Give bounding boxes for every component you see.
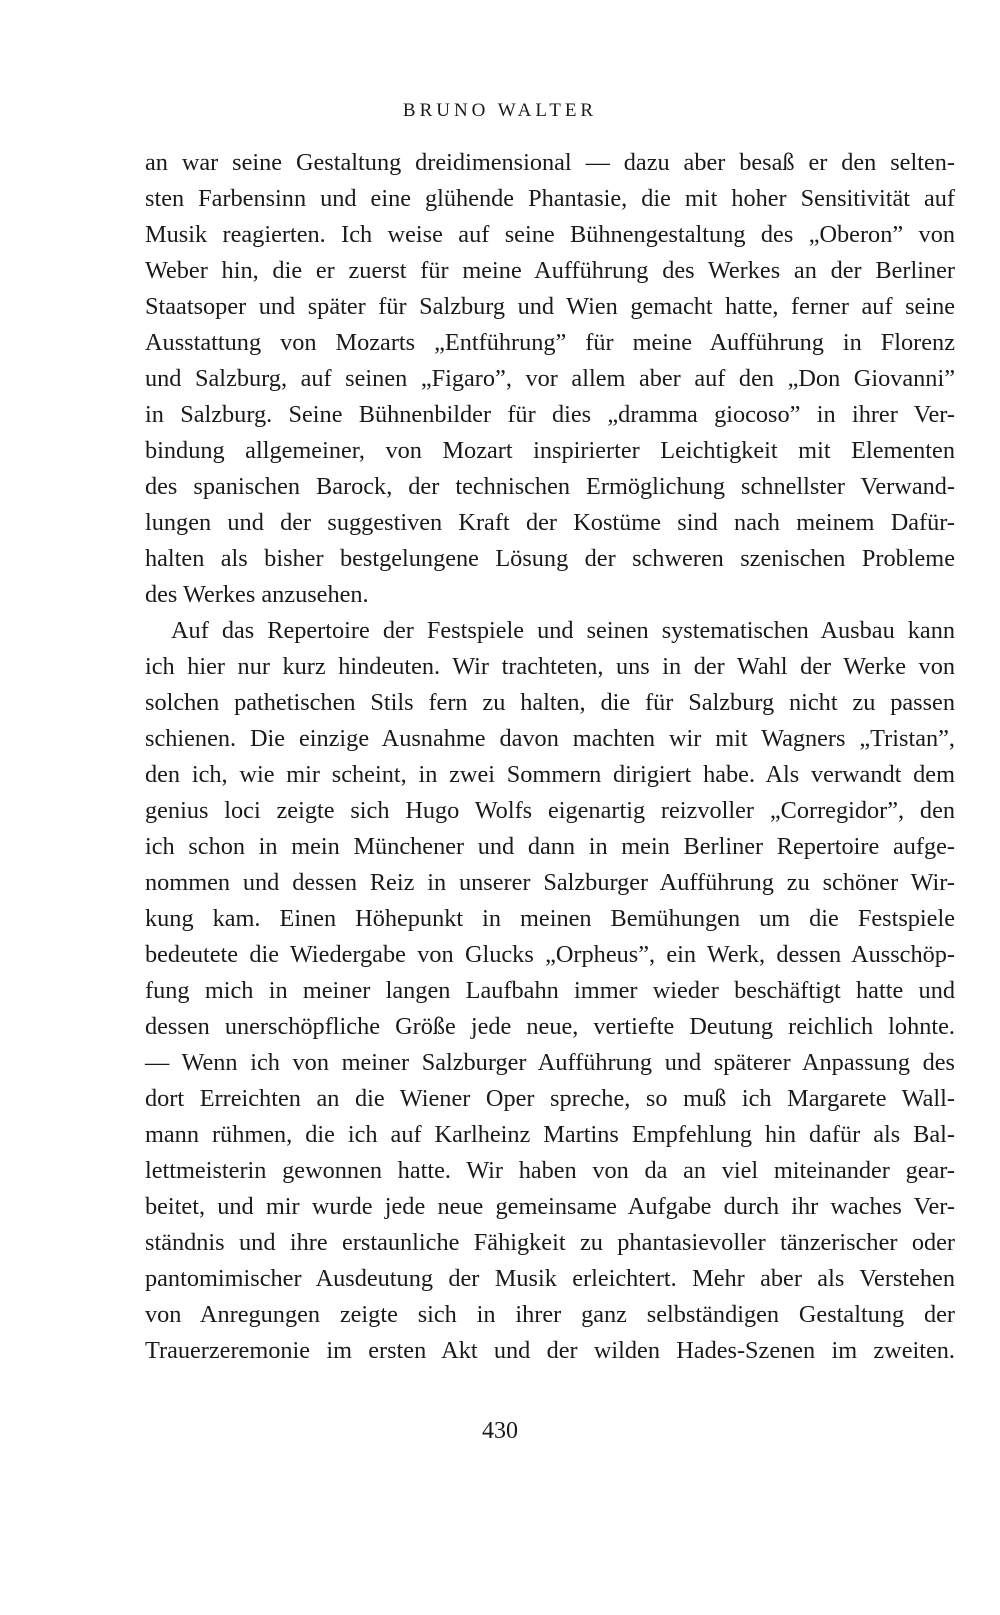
text-line: in Salzburg. Seine Bühnenbilder für dies „dramma giocoso” in ihrer Ver- (145, 401, 955, 428)
text-line: genius loci zeigte sich Hugo Wolfs eigenartig reizvoller „Corregidor”, den (145, 797, 955, 824)
text-line: bindung allgemeiner, von Mozart inspirierter Leichtigkeit mit Elementen (145, 437, 955, 464)
text-line: mann rühmen, die ich auf Karlheinz Martins Empfehlung hin dafür als Bal- (145, 1121, 955, 1148)
text-line: von Anregungen zeigte sich in ihrer ganz selbständigen Gestaltung der (145, 1301, 955, 1328)
text-line: sten Farbensinn und eine glühende Phantasie, die mit hoher Sensitivität auf (145, 185, 955, 212)
text-line: des spanischen Barock, der technischen Ermöglichung schnellster Verwand- (145, 473, 955, 500)
text-line: fung mich in meiner langen Laufbahn immer wieder beschäftigt hatte und (145, 977, 955, 1004)
text-line: lungen und der suggestiven Kraft der Kostüme sind nach meinem Dafür- (145, 509, 955, 536)
text-line: pantomimischer Ausdeutung der Musik erleichtert. Mehr aber als Verstehen (145, 1265, 955, 1292)
page-number: 430 (482, 1418, 518, 1444)
text-line: kung kam. Einen Höhepunkt in meinen Bemühungen um die Festspiele (145, 905, 955, 932)
text-line: und Salzburg, auf seinen „Figaro”, vor allem aber auf den „Don Giovanni” (145, 365, 955, 392)
text-line: den ich, wie mir scheint, in zwei Sommern dirigiert habe. Als verwandt dem (145, 761, 955, 788)
text-line: nommen und dessen Reiz in unserer Salzburger Aufführung zu schöner Wir- (145, 869, 955, 896)
text-line: solchen pathetischen Stils fern zu halten, die für Salzburg nicht zu passen (145, 689, 955, 716)
text-line: ich schon in mein Münchener und dann in mein Berliner Repertoire aufge- (145, 833, 955, 860)
text-line: schienen. Die einzige Ausnahme davon machten wir mit Wagners „Tristan”, (145, 725, 955, 752)
text-line: halten als bisher bestgelungene Lösung der schweren szenischen Probleme (145, 545, 955, 572)
text-line: dessen unerschöpfliche Größe jede neue, vertiefte Deutung reichlich lohnte. (145, 1013, 955, 1040)
text-line: ich hier nur kurz hindeuten. Wir trachteten, uns in der Wahl der Werke von (145, 653, 955, 680)
text-line: des Werkes anzusehen. (145, 581, 369, 608)
text-line: an war seine Gestaltung dreidimensional — dazu aber besaß er den selten- (145, 149, 955, 176)
text-line: Trauerzeremonie im ersten Akt und der wilden Hades-Szenen im zweiten. (145, 1337, 955, 1364)
text-line: lettmeisterin gewonnen hatte. Wir haben von da an viel miteinander gear- (145, 1157, 955, 1184)
paragraph-1 (145, 145, 955, 613)
text-line: bedeutete die Wiedergabe von Glucks „Orpheus”, ein Werk, dessen Ausschöp- (145, 941, 955, 968)
text-line: Weber hin, die er zuerst für meine Aufführung des Werkes an der Berliner (145, 257, 955, 284)
text-line: beitet, und mir wurde jede neue gemeinsame Aufgabe durch ihr waches Ver- (145, 1193, 955, 1220)
paragraph-2 (145, 613, 955, 1369)
text-line: — Wenn ich von meiner Salzburger Aufführung und späterer Anpassung des (145, 1049, 955, 1076)
text-line: Ausstattung von Mozarts „Entführung” für meine Aufführung in Florenz (145, 329, 955, 356)
text-line: Auf das Repertoire der Festspiele und seinen systematischen Ausbau kann (171, 617, 955, 644)
body-text (145, 145, 955, 1369)
text-line: dort Erreichten an die Wiener Oper spreche, so muß ich Margarete Wall- (145, 1085, 955, 1112)
text-line: Staatsoper und später für Salzburg und Wien gemacht hatte, ferner auf seine (145, 293, 955, 320)
running-head: BRUNO WALTER (402, 100, 598, 121)
text-line: Musik reagierten. Ich weise auf seine Bühnengestaltung des „Oberon” von (145, 221, 955, 248)
text-line: ständnis und ihre erstaunliche Fähigkeit zu phantasievoller tänzerischer oder (145, 1229, 955, 1256)
